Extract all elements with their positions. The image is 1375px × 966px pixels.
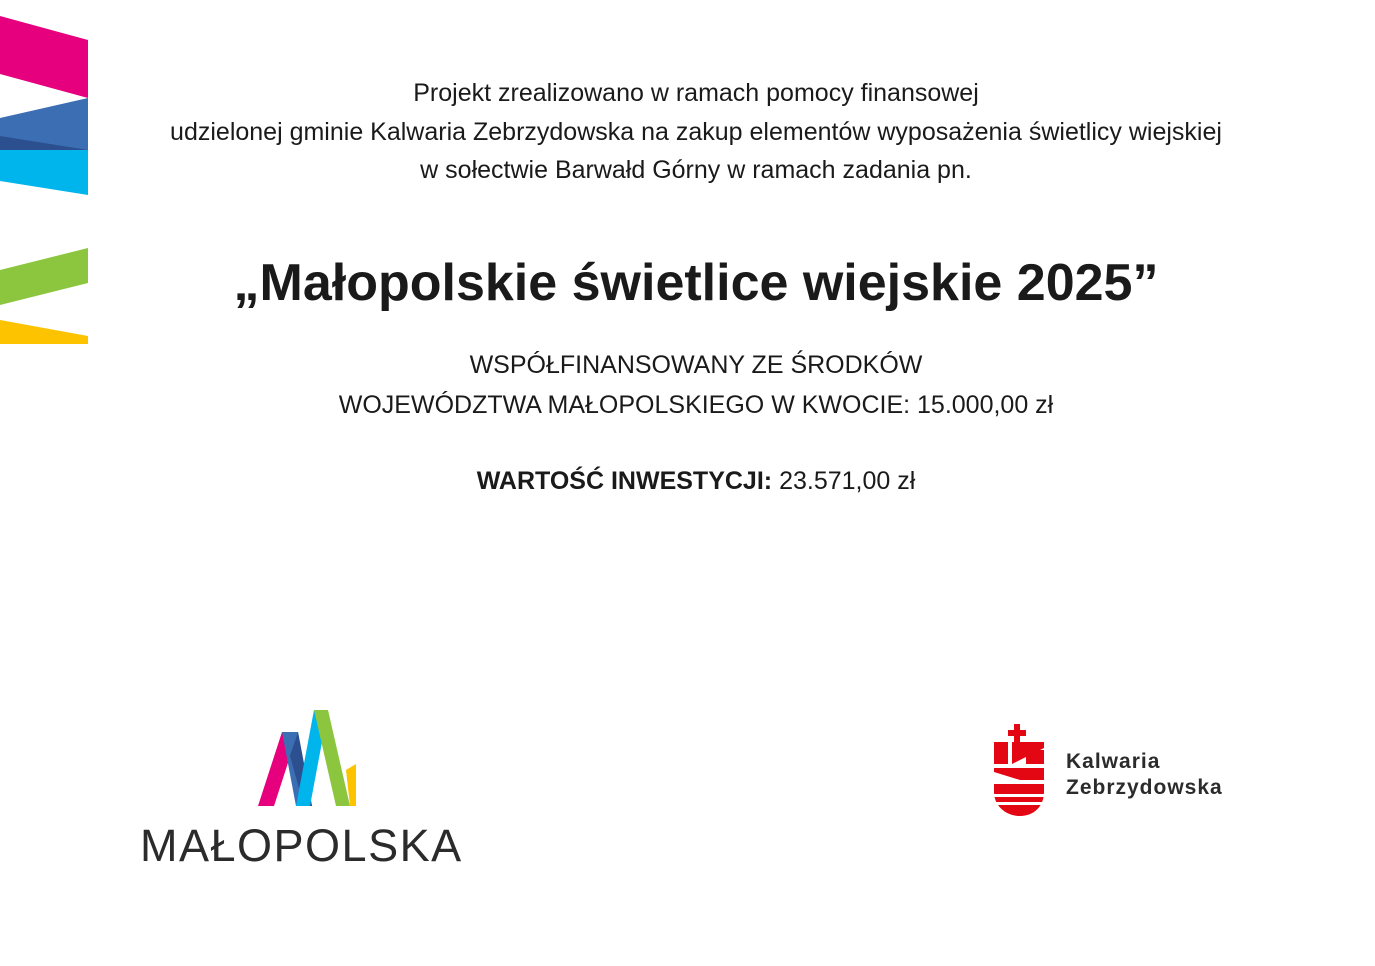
kalwaria-crest-icon [990,722,1050,818]
kalwaria-logo [990,722,1260,822]
intro-line-1: Projekt zrealizowano w ramach pomocy finansowej [413,79,979,107]
malopolska-logo [140,706,480,876]
intro-paragraph [0,74,1375,190]
intro-line-2: udzielonej gminie Kalwaria Zebrzydowska na zakup elementów wyposażenia świetlicy wiejskiej [170,117,1222,146]
investment-value [0,461,1375,501]
investment-label: WARTOŚĆ INWESTYCJI: [476,467,773,495]
ribbon-yellow [0,320,88,344]
cofunding-statement [0,345,1375,425]
malopolska-m-icon [254,706,358,810]
cofunding-line-2: WOJEWÓDZTWA MAŁOPOLSKIEGO W KWOCIE: 15.000,00 zł [338,391,1054,419]
investment-amount: 23.571,00 zł [779,467,916,495]
project-title: „Małopolskie świetlice wiejskie 2025” [233,254,1159,312]
intro-line-3: w sołectwie Barwałd Górny w ramach zadania pn. [420,156,972,184]
malopolska-wordmark: MAŁOPOLSKA [140,820,463,871]
kalwaria-name-line-2: Zebrzydowska [1066,776,1223,799]
kalwaria-name-line-1: Kalwaria [1066,750,1161,773]
kalwaria-name [1066,749,1223,801]
cofunding-line-1: WSPÓŁFINANSOWANY ZE ŚRODKÓW [469,351,923,379]
